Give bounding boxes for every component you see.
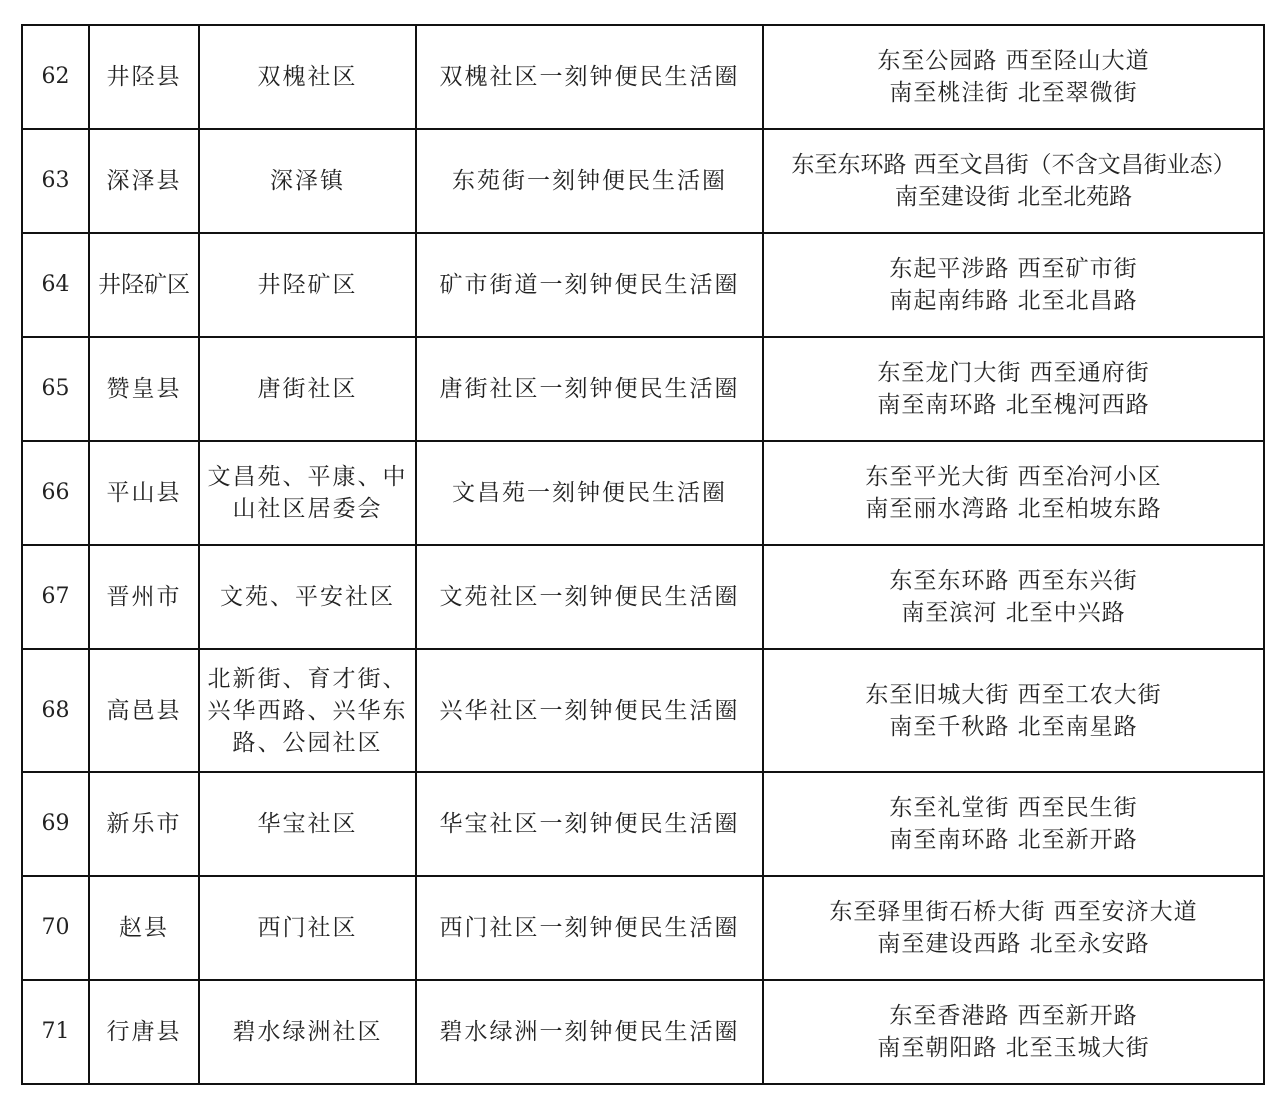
range-cell xyxy=(763,545,1264,649)
community-cell xyxy=(199,441,416,545)
range-line-south-north: 南至丽水湾路 北至柏坡东路 xyxy=(865,496,1162,522)
row-number: 62 xyxy=(22,25,89,129)
row-number: 71 xyxy=(22,980,89,1084)
community-cell: 井陉矿区 xyxy=(199,233,416,337)
community-text: 北新街、育才街、兴华西路、兴华东路、公园社区 xyxy=(207,665,408,756)
range-line-south-north: 南至南环路 北至槐河西路 xyxy=(877,392,1150,418)
table-row xyxy=(22,441,1264,545)
community-cell: 深泽镇 xyxy=(199,129,416,233)
county-cell: 深泽县 xyxy=(89,129,199,233)
row-number: 68 xyxy=(22,649,89,772)
table-row xyxy=(22,980,1264,1084)
county-cell: 行唐县 xyxy=(89,980,199,1084)
county-cell: 赞皇县 xyxy=(89,337,199,441)
range-line-south-north: 南至朝阳路 北至玉城大街 xyxy=(877,1035,1150,1061)
circle-name-cell: 文昌苑一刻钟便民生活圈 xyxy=(416,441,763,545)
table-row xyxy=(22,772,1264,876)
community-text: 文昌苑、平康、中山社区居委会 xyxy=(207,464,408,522)
range-line-east-west: 东至东环路 西至东兴街 xyxy=(889,568,1138,594)
range-line-south-north: 南至南环路 北至新开路 xyxy=(889,827,1138,853)
row-number: 63 xyxy=(22,129,89,233)
range-cell xyxy=(763,980,1264,1084)
range-line-south-north: 南至千秋路 北至南星路 xyxy=(889,713,1138,740)
row-number: 66 xyxy=(22,441,89,545)
table-row xyxy=(22,649,1264,772)
county-cell: 井陉县 xyxy=(89,25,199,129)
community-cell: 文苑、平安社区 xyxy=(199,545,416,649)
range-cell xyxy=(763,649,1264,772)
community-cell: 碧水绿洲社区 xyxy=(199,980,416,1084)
community-cell: 西门社区 xyxy=(199,876,416,980)
range-line-south-north: 南至桃洼街 北至翠微街 xyxy=(889,80,1138,106)
circle-name-cell: 兴华社区一刻钟便民生活圈 xyxy=(416,649,763,772)
range-line-east-west: 东至香港路 西至新开路 xyxy=(889,1003,1138,1029)
range-line-east-west: 东起平涉路 西至矿市街 xyxy=(889,256,1138,282)
table-row xyxy=(22,25,1264,129)
range-cell xyxy=(763,337,1264,441)
county-cell: 赵县 xyxy=(89,876,199,980)
table-row xyxy=(22,876,1264,980)
circle-name-cell: 华宝社区一刻钟便民生活圈 xyxy=(416,772,763,876)
circle-name-cell: 西门社区一刻钟便民生活圈 xyxy=(416,876,763,980)
circle-name-cell: 文苑社区一刻钟便民生活圈 xyxy=(416,545,763,649)
community-cell: 双槐社区 xyxy=(199,25,416,129)
county-cell: 新乐市 xyxy=(89,772,199,876)
range-line-east-west: 东至龙门大街 西至通府街 xyxy=(877,360,1150,386)
community-cell: 唐街社区 xyxy=(199,337,416,441)
county-cell: 平山县 xyxy=(89,441,199,545)
range-cell xyxy=(763,233,1264,337)
row-number: 69 xyxy=(22,772,89,876)
range-cell xyxy=(763,772,1264,876)
row-number: 70 xyxy=(22,876,89,980)
circle-name-cell: 碧水绿洲一刻钟便民生活圈 xyxy=(416,980,763,1084)
county-cell: 井陉矿区 xyxy=(89,233,199,337)
range-cell xyxy=(763,25,1264,129)
circle-name-cell: 唐街社区一刻钟便民生活圈 xyxy=(416,337,763,441)
circle-name-cell: 矿市街道一刻钟便民生活圈 xyxy=(416,233,763,337)
table-row xyxy=(22,337,1264,441)
range-line-east-west: 东至礼堂街 西至民生街 xyxy=(889,795,1138,821)
range-line-east-west: 东至旧城大街 西至工农大街 xyxy=(865,681,1162,708)
circle-name-cell: 双槐社区一刻钟便民生活圈 xyxy=(416,25,763,129)
county-cell: 晋州市 xyxy=(89,545,199,649)
range-cell xyxy=(763,129,1264,233)
range-line-east-west: 东至驿里街石桥大街 西至安济大道 xyxy=(829,899,1198,925)
range-line-south-north: 南至建设西路 北至永安路 xyxy=(877,931,1150,957)
circle-name-cell: 东苑街一刻钟便民生活圈 xyxy=(416,129,763,233)
community-cell xyxy=(199,649,416,772)
row-number: 65 xyxy=(22,337,89,441)
community-cell: 华宝社区 xyxy=(199,772,416,876)
range-line-south-north: 南起南纬路 北至北昌路 xyxy=(889,288,1138,314)
range-cell xyxy=(763,441,1264,545)
county-cell: 高邑县 xyxy=(89,649,199,772)
row-number: 64 xyxy=(22,233,89,337)
table-row xyxy=(22,233,1264,337)
range-cell xyxy=(763,876,1264,980)
range-line-south-north: 南至滨河 北至中兴路 xyxy=(901,600,1126,626)
table-row xyxy=(22,129,1264,233)
range-line-east-west: 东至平光大街 西至冶河小区 xyxy=(865,464,1162,490)
range-line-east-west: 东至东环路 西至文昌街（不含文昌街业态） xyxy=(791,152,1236,178)
table-row xyxy=(22,545,1264,649)
row-number: 67 xyxy=(22,545,89,649)
range-line-east-west: 东至公园路 西至陉山大道 xyxy=(877,48,1150,74)
range-line-south-north: 南至建设街 北至北苑路 xyxy=(894,184,1133,210)
community-table xyxy=(21,24,1265,1085)
